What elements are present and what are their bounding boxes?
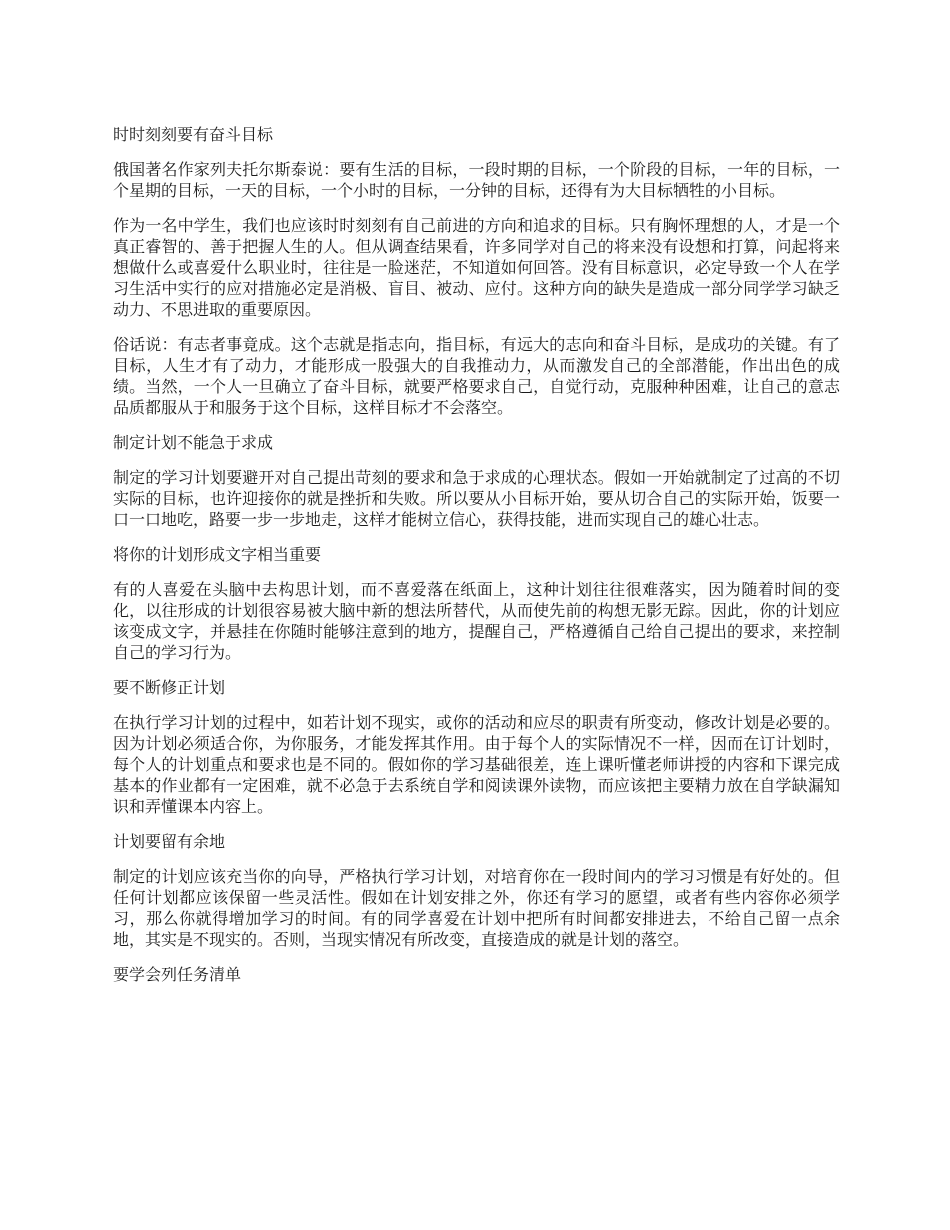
section-heading: 将你的计划形成文字相当重要 <box>113 545 322 564</box>
paragraph: 制定的学习计划要避开对自己提出苛刻的要求和急于求成的心理状态。假如一开始就制定了过高的不切实际的目标，也许迎接你的就是挫折和失败。所以要从小目标开始，要从切合自己的实际开始，饭要一口一口地吃，路要一步一步地走，这样才能树立信心，获得技能，进而实现自己的雄心壮志。 <box>113 468 840 529</box>
section-heading: 要不断修正计划 <box>113 678 226 697</box>
paragraph: 制定的计划应该充当你的向导，严格执行学习计划，对培育你在一段时间内的学习习惯是有好处的。但任何计划都应该保留一些灵活性。假如在计划安排之外，你还有学习的愿望，或者有些内容你必须学习，那么你就得增加学习的时间。有的同学喜爱在计划中把所有时间都安排进去，不给自己留一点余地，其实是不现实的。否则，当现实情况有所改变，直接造成的就是计划的落空。 <box>113 867 840 949</box>
section-heading: 制定计划不能急于求成 <box>113 433 274 452</box>
section-heading: 时时刻刻要有奋斗目标 <box>113 125 274 144</box>
paragraph: 有的人喜爱在头脑中去构思计划，而不喜爱落在纸面上，这种计划往往很难落实，因为随着时间的变化，以往形成的计划很容易被大脑中新的想法所替代，从而使先前的构想无影无踪。因此，你的计划应该变成文字，并悬挂在你随时能够注意到的地方，提醒自己，严格遵循自己给自己提出的要求，来控制自己的学习行为。 <box>113 580 840 662</box>
section-heading: 计划要留有余地 <box>113 832 226 851</box>
section-heading: 要学会列任务清单 <box>113 965 242 984</box>
paragraph: 俗话说：有志者事竟成。这个志就是指志向，指目标，有远大的志向和奋斗目标，是成功的关键。有了目标，人生才有了动力，才能形成一股强大的自我推动力，从而激发自己的全部潜能，作出出色的成绩。当然，一个人一旦确立了奋斗目标，就要严格要求自己，自觉行动，克服种种困难，让自己的意志品质都服从于和服务于这个目标，这样目标才不会落空。 <box>113 335 840 417</box>
paragraph: 俄国著名作家列夫托尔斯泰说：要有生活的目标，一段时期的目标，一个阶段的目标，一年的目标，一个星期的目标，一天的目标，一个小时的目标，一分钟的目标，还得有为大目标牺牲的小目标。 <box>113 160 840 200</box>
paragraph: 作为一名中学生，我们也应该时时刻刻有自己前进的方向和追求的目标。只有胸怀理想的人，才是一个真正睿智的、善于把握人生的人。但从调查结果看，许多同学对自己的将来没有设想和打算，问起将来想做什么或喜爱什么职业时，往往是一脸迷茫，不知道如何回答。没有目标意识，必定导致一个人在学习生活中实行的应对措施必定是消极、盲目、被动、应付。这种方向的缺失是造成一部分同学学习缺乏动力、不思进取的重要原因。 <box>113 216 840 319</box>
paragraph: 在执行学习计划的过程中，如若计划不现实，或你的活动和应尽的职责有所变动，修改计划是必要的。因为计划必须适合你，为你服务，才能发挥其作用。由于每个人的实际情况不一样，因而在订计划时，每个人的计划重点和要求也是不同的。假如你的学习基础很差，连上课听懂老师讲授的内容和下课完成基本的作业都有一定困难，就不必急于去系统自学和阅读课外读物，而应该把主要精力放在自学缺漏知识和弄懂课本内容上。 <box>113 713 840 816</box>
document-body <box>113 124 840 999</box>
